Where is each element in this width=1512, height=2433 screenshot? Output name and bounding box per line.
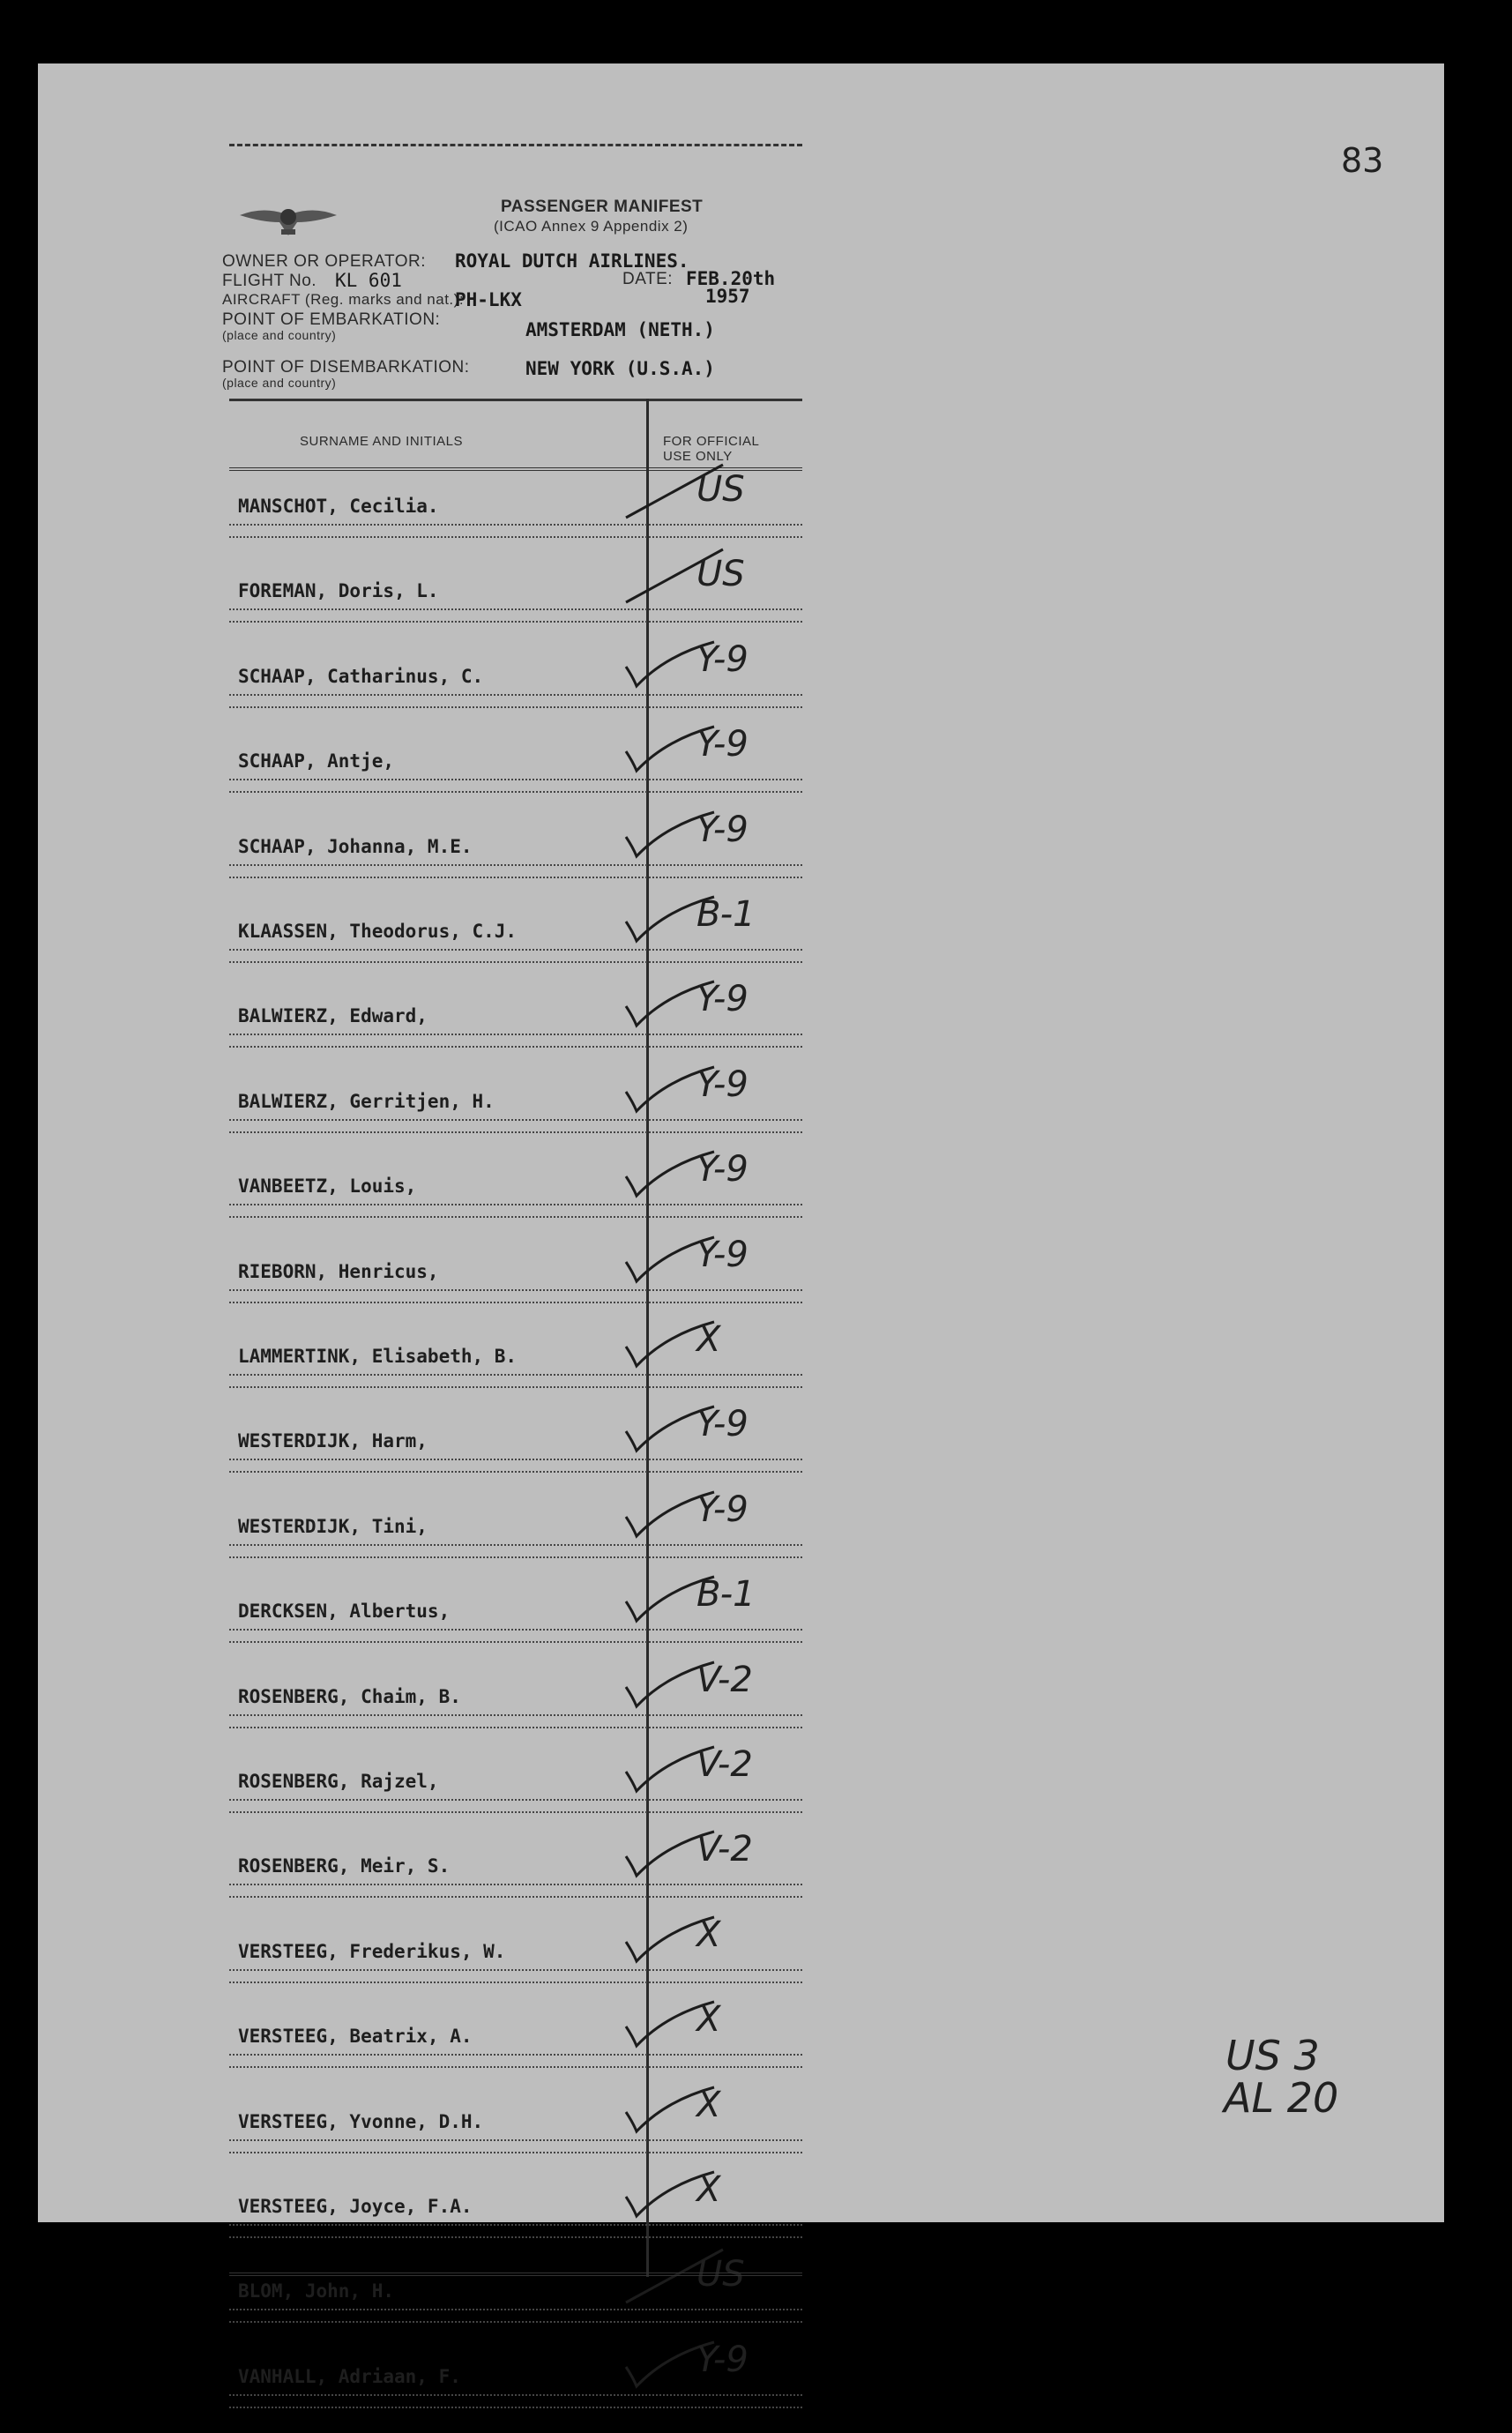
passenger-name: ROSENBERG, Chaim, B.	[238, 1685, 461, 1707]
col-names-label: SURNAME AND INITIALS	[300, 434, 464, 449]
row-rule	[229, 1896, 802, 1898]
official-code: Y-9	[696, 1404, 749, 1445]
row-rule	[229, 2321, 802, 2323]
row-rule	[229, 1981, 802, 1983]
row-rule	[229, 1046, 802, 1048]
row-rule	[229, 1302, 802, 1303]
flight-label: FLIGHT No.	[222, 272, 317, 290]
aircraft-label: AIRCRAFT (Reg. marks and nat.):	[222, 291, 465, 308]
row-rule	[229, 1471, 802, 1473]
row-rule	[229, 1884, 802, 1885]
passenger-name: VERSTEEG, Beatrix, A.	[238, 2026, 473, 2048]
row-rule	[229, 2224, 802, 2226]
row-rule	[229, 1459, 802, 1460]
official-code: Y-9	[696, 979, 749, 1020]
official-code: V-2	[696, 1659, 753, 1700]
row-rule	[229, 1727, 802, 1728]
passenger-name: BALWIERZ, Gerritjen, H.	[238, 1090, 495, 1112]
row-rule	[229, 608, 802, 610]
passenger-name: KLAASSEN, Theodorus, C.J.	[238, 921, 518, 942]
official-code: US	[696, 469, 745, 510]
official-code: Y-9	[696, 2339, 749, 2380]
official-code: Y-9	[696, 1064, 749, 1105]
tally-line-2: AL 20	[1224, 2074, 1339, 2122]
row-rule	[229, 961, 802, 963]
flight-value: KL 601	[335, 270, 402, 291]
row-rule	[229, 1811, 802, 1813]
disembark-value: NEW YORK (U.S.A.)	[525, 358, 715, 379]
passenger-name: SCHAAP, Johanna, M.E.	[238, 835, 473, 857]
passenger-name: LAMMERTINK, Elisabeth, B.	[238, 1346, 518, 1367]
year-value: 1957	[705, 286, 750, 307]
official-code: US	[696, 2254, 745, 2295]
official-code: Y-9	[696, 1489, 749, 1530]
official-code: X	[696, 1319, 721, 1360]
owner-label: OWNER OR OPERATOR:	[222, 252, 427, 271]
embark-value: AMSTERDAM (NETH.)	[525, 319, 715, 340]
row-rule	[229, 2309, 802, 2310]
row-rule	[229, 949, 802, 951]
official-code: V-2	[696, 1744, 753, 1785]
row-rule	[229, 2152, 802, 2153]
airline-logo-icon	[235, 196, 341, 249]
row-rule	[229, 1714, 802, 1716]
row-rule	[229, 779, 802, 780]
manifest-form	[176, 134, 789, 2387]
official-code: Y-9	[696, 1149, 749, 1190]
official-code: B-1	[696, 1574, 756, 1616]
row-rule	[229, 1204, 802, 1205]
row-rule	[229, 1641, 802, 1643]
passenger-name: WESTERDIJK, Tini,	[238, 1515, 428, 1537]
row-rule	[229, 524, 802, 526]
row-rule	[229, 1969, 802, 1971]
row-rule	[229, 1216, 802, 1218]
row-rule	[229, 706, 802, 708]
official-code: X	[696, 2169, 721, 2210]
row-rule	[229, 1386, 802, 1388]
official-code: Y-9	[696, 638, 749, 680]
disembark-label: POINT OF DISEMBARKATION:	[222, 358, 470, 377]
row-rule	[229, 877, 802, 878]
date-value: FEB.20th	[686, 268, 776, 289]
embark-sub: (place and country)	[222, 328, 337, 342]
row-rule	[229, 2054, 802, 2056]
passenger-name: VERSTEEG, Frederikus, W.	[238, 1940, 506, 1962]
official-code: Y-9	[696, 809, 749, 850]
row-rule	[229, 536, 802, 538]
passenger-name: DERCKSEN, Albertus,	[238, 1601, 451, 1623]
aircraft-value: PH-LKX	[455, 289, 522, 310]
manifest-title: PASSENGER MANIFEST	[501, 198, 704, 216]
official-code: X	[696, 1914, 721, 1955]
passenger-name: SCHAAP, Antje,	[238, 750, 395, 772]
passenger-name: VANHALL, Adriaan, F.	[238, 2365, 461, 2387]
embark-label: POINT OF EMBARKATION:	[222, 310, 441, 329]
row-rule	[229, 2066, 802, 2068]
row-rule	[229, 864, 802, 866]
page-number: 83	[1341, 141, 1384, 180]
row-rule	[229, 2236, 802, 2238]
row-rule	[229, 1374, 802, 1376]
top-border	[229, 144, 802, 146]
date-label: DATE:	[622, 270, 674, 288]
official-code: V-2	[696, 1829, 753, 1870]
official-code: Y-9	[696, 1234, 749, 1275]
row-rule	[229, 1034, 802, 1035]
passenger-name: ROSENBERG, Meir, S.	[238, 1855, 451, 1877]
passenger-name: ROSENBERG, Rajzel,	[238, 1771, 439, 1792]
official-code: X	[696, 2084, 721, 2125]
row-rule	[229, 2407, 802, 2408]
passenger-name: VERSTEEG, Yvonne, D.H.	[238, 2110, 484, 2132]
disembark-sub: (place and country)	[222, 376, 337, 390]
passenger-name: SCHAAP, Catharinus, C.	[238, 665, 484, 687]
owner-value: ROYAL DUTCH AIRLINES.	[455, 250, 689, 272]
row-rule	[229, 2139, 802, 2141]
tally-line-1: US 3	[1225, 2032, 1320, 2079]
row-rule	[229, 2394, 802, 2396]
official-code: X	[696, 1999, 721, 2041]
row-rule	[229, 1556, 802, 1558]
passenger-row	[229, 2339, 802, 2433]
passenger-name: WESTERDIJK, Harm,	[238, 1430, 428, 1452]
row-rule	[229, 621, 802, 623]
bottom-rule	[229, 2273, 802, 2276]
header-rule	[229, 399, 802, 401]
passenger-name: VANBEETZ, Louis,	[238, 1175, 417, 1198]
manifest-subtitle: (ICAO Annex 9 Appendix 2)	[494, 218, 689, 235]
row-rule	[229, 1289, 802, 1291]
row-rule	[229, 1131, 802, 1133]
passenger-name: BLOM, John, H.	[238, 2280, 395, 2302]
col-official-label: FOR OFFICIAL USE ONLY	[663, 434, 759, 464]
row-rule	[229, 694, 802, 696]
passenger-name: VERSTEEG, Joyce, F.A.	[238, 2196, 473, 2217]
passenger-name: FOREMAN, Doris, L.	[238, 580, 439, 602]
row-rule	[229, 1629, 802, 1631]
passenger-name: MANSCHOT, Cecilia.	[238, 496, 439, 517]
official-code: Y-9	[696, 724, 749, 765]
passenger-name: BALWIERZ, Edward,	[238, 1005, 428, 1027]
row-rule	[229, 1119, 802, 1121]
passenger-name: RIEBORN, Henricus,	[238, 1260, 439, 1282]
row-rule	[229, 791, 802, 793]
document-sheet	[38, 63, 1444, 2387]
row-rule	[229, 1799, 802, 1801]
official-code: US	[696, 554, 745, 595]
row-rule	[229, 1544, 802, 1546]
official-code: B-1	[696, 894, 756, 935]
